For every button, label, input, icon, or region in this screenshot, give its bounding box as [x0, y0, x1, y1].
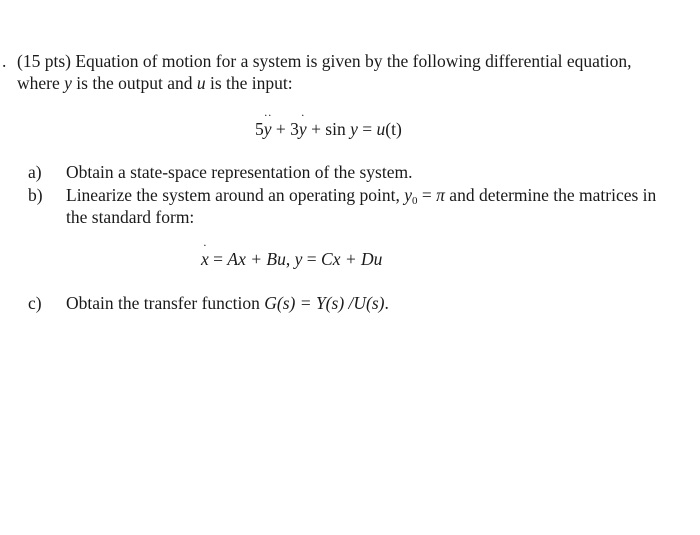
transfer-function: G(s) = Y(s) /U(s) — [264, 293, 385, 313]
operating-point-value: π — [436, 185, 445, 205]
part-b-label: b) — [28, 185, 43, 205]
part-a-label: a) — [28, 162, 42, 182]
problem-intro-line1 — [17, 50, 632, 72]
output-variable: y — [64, 73, 72, 93]
part-b-text-line2: the standard form: — [66, 207, 195, 227]
problem-bullet: . — [2, 51, 7, 71]
problem-intro-text: (15 pts) Equation of motion for a system is given by the following differential equation, — [17, 51, 632, 71]
part-c-text: Obtain the transfer function G(s) = Y(s) /U(s). — [66, 293, 389, 313]
equation-of-motion: 5y ·· + 3y · + sin y = u(t) — [255, 108, 402, 139]
part-a-text: Obtain a state-space representation of the system. — [66, 162, 413, 182]
state-space-equation: x · = Ax + Bu, y = Cx + Du — [201, 238, 383, 269]
operating-point-variable: y — [404, 185, 413, 205]
input-variable: u — [196, 73, 206, 93]
part-b-text-line1: Linearize the system around an operating point, $y_0 = \pi$ and determine the matrices in — [66, 185, 657, 207]
part-c-label: c) — [28, 293, 42, 313]
problem-intro-line2: where y is the output and u is the input: — [17, 73, 293, 93]
